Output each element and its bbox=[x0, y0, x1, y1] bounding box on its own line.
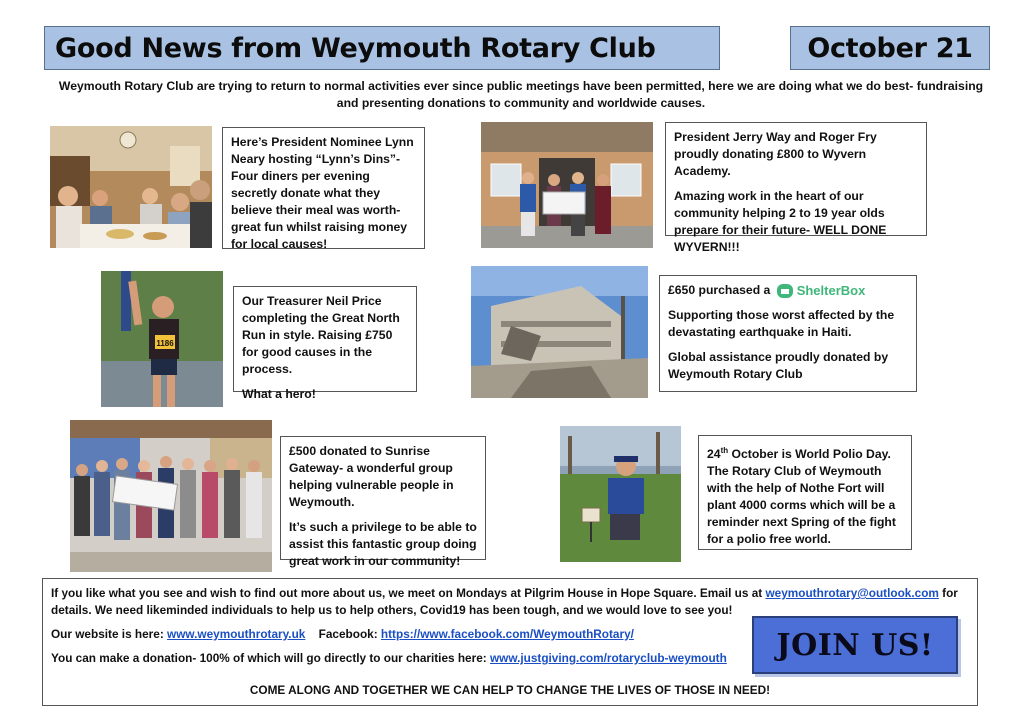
polio-day-suffix: th bbox=[720, 446, 729, 455]
meeting-text-b: for details. We need likeminded individuals to help us to help others, Covid19 has been tough, and we would love to see you! bbox=[51, 586, 958, 617]
join-us-button[interactable] bbox=[752, 616, 958, 674]
facebook-link[interactable]: https://www.facebook.com/WeymouthRotary/ bbox=[380, 627, 634, 641]
runner-photo bbox=[101, 271, 223, 407]
title-banner bbox=[44, 26, 720, 70]
date-banner bbox=[790, 26, 990, 70]
shelterbox-text-1: £650 purchased a bbox=[668, 283, 771, 297]
sunrise-text-2: It’s such a privilege to be able to assist this fantastic group doing great work in our community! bbox=[289, 520, 477, 568]
page-title: Good News from Weymouth Rotary Club bbox=[55, 32, 656, 64]
facebook-label: Facebook: bbox=[318, 627, 381, 641]
runner-text-1: Our Treasurer Neil Price completing the Great North Run in style. Raising £750 for good causes in the process. bbox=[242, 294, 400, 376]
shelterbox-logo-text: ShelterBox bbox=[796, 283, 866, 299]
wyvern-text-2: Amazing work in the heart of our community helping 2 to 19 year olds prepare for their future- WELL DONE WYVERN!!! bbox=[674, 189, 887, 254]
shelterbox-text-3: Global assistance proudly donated by Weymouth Rotary Club bbox=[668, 350, 889, 382]
earthquake-photo bbox=[471, 266, 648, 398]
wyvern-text-1: President Jerry Way and Roger Fry proudly donating £800 to Wyvern Academy. bbox=[674, 130, 877, 178]
sunrise-group-photo bbox=[70, 420, 272, 572]
sunrise-text-1: £500 donated to Sunrise Gateway- a wonderful group helping vulnerable people in Weymouth. bbox=[289, 444, 454, 509]
website-label: Our website is here: bbox=[51, 627, 168, 641]
wyvern-donation-photo bbox=[481, 122, 653, 248]
shelterbox-text-2: Supporting those worst affected by the devastating earthquake in Haiti. bbox=[668, 308, 895, 340]
meeting-info bbox=[51, 585, 969, 619]
donation-link[interactable]: www.justgiving.com/rotaryclub-weymouth bbox=[489, 651, 727, 665]
lynn-dins-text: Here’s President Nominee Lynn Neary hosting “Lynn’s Dins”- Four diners per evening secretly donate what they believe their meal was worth- great fun whilst raising money for local causes! bbox=[231, 135, 414, 251]
meeting-text-a: If you like what you see and wish to find out more about us, we meet on Mondays at Pilgrim House in Hope Square. Email us at bbox=[51, 586, 766, 600]
polio-day-photo bbox=[560, 426, 681, 562]
email-link[interactable]: weymouthrotary@outlook.com bbox=[765, 586, 939, 600]
polio-day-body: October is World Polio Day. The Rotary Club of Weymouth with the help of Nothe Fort will plant 4000 corms which will be a reminder next Spring of the fight for a polio free world. bbox=[707, 447, 896, 547]
closing-slogan: COME ALONG AND TOGETHER WE CAN HELP TO CHANGE THE LIVES OF THOSE IN NEED! bbox=[249, 683, 771, 697]
polio-day-text bbox=[707, 442, 903, 548]
polio-day-number: 24 bbox=[707, 447, 721, 462]
donation-label: You can make a donation- 100% of which will go directly to our charities here: bbox=[51, 651, 490, 665]
intro-text: Weymouth Rotary Club are trying to return to normal activities ever since public meetings have been permitted, here we are doing what we do best- fundraising and presenting donations to community and worldwide causes. bbox=[58, 79, 984, 110]
shelterbox-icon bbox=[776, 283, 794, 299]
join-us-label: JOIN US! bbox=[776, 627, 934, 663]
lynn-dins-caption bbox=[222, 127, 425, 249]
runner-bib-number: 1186 bbox=[156, 339, 174, 348]
runner-text-2: What a hero! bbox=[242, 387, 316, 401]
shelterbox-logo bbox=[776, 282, 866, 299]
dinner-photo bbox=[50, 126, 212, 248]
runner-caption bbox=[233, 286, 417, 401]
polio-day-caption bbox=[698, 435, 912, 550]
sunrise-caption bbox=[280, 436, 486, 568]
wyvern-caption bbox=[665, 122, 927, 254]
issue-date: October 21 bbox=[807, 32, 973, 64]
shelterbox-caption bbox=[659, 275, 917, 392]
website-link[interactable]: www.weymouthrotary.uk bbox=[167, 627, 306, 641]
